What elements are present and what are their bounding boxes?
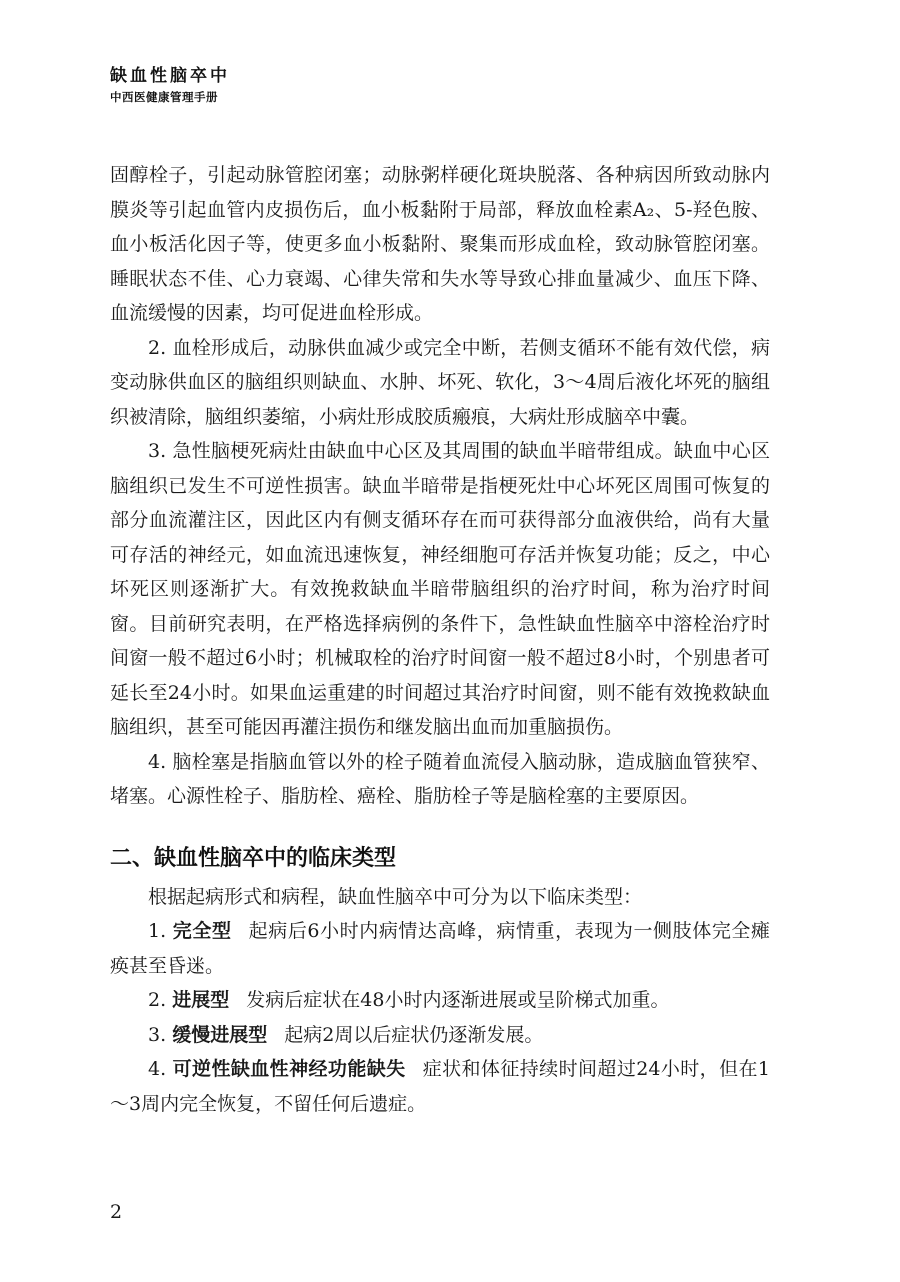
type-name: 进展型 bbox=[172, 989, 230, 1011]
type-item-progressive bbox=[110, 983, 770, 1018]
paragraph-continued: 固醇栓子，引起动脉管腔闭塞；动脉粥样硬化斑块脱落、各种病因所致动脉内膜炎等引起血管内皮损伤后，血小板黏附于局部，释放血栓素A₂、5-羟色胺、血小板活化因子等，使更多血小板黏附、聚集而形成血栓，致动脉管腔闭塞。睡眠状态不佳、心力衰竭、心律失常和失水等导致心排血量减少、血压下降、血流缓慢的因素，均可促进血栓形成。 bbox=[110, 164, 770, 324]
running-header bbox=[110, 64, 230, 106]
section-intro: 根据起病形式和病程，缺血性脑卒中可分为以下临床类型： bbox=[148, 885, 643, 908]
type-number: 2. bbox=[148, 989, 167, 1011]
type-description: 症状和体征持续时间超过24小时，但在1～3周内完全恢复，不留任何后遗症。 bbox=[110, 1058, 770, 1115]
section-heading: 二、缺血性脑卒中的临床类型 bbox=[110, 845, 397, 871]
book-subtitle: 中西医健康管理手册 bbox=[110, 90, 218, 104]
type-number: 4. bbox=[148, 1058, 167, 1080]
page-body bbox=[110, 158, 770, 1121]
type-name: 缓慢进展型 bbox=[172, 1023, 268, 1046]
type-name: 完全型 bbox=[172, 920, 232, 942]
type-item-complete bbox=[110, 914, 770, 983]
type-item-slow-progressive bbox=[110, 1018, 770, 1053]
book-title: 缺血性脑卒中 bbox=[110, 66, 230, 86]
type-name: 可逆性缺血性神经功能缺失 bbox=[172, 1058, 406, 1080]
type-description: 发病后症状在48小时内逐渐进展或呈阶梯式加重。 bbox=[246, 989, 670, 1011]
paragraph-item-3: 3. 急性脑梗死病灶由缺血中心区及其周围的缺血半暗带组成。缺血中心区脑组织已发生不可逆性损害。缺血半暗带是指梗死灶中心坏死区周围可恢复的部分血流灌注区，因此区内有侧支循环存在而可获得部分血液供给，尚有大量可存活的神经元，如血流迅速恢复，神经细胞可存活并恢复功能；反之，中心坏死区则逐渐扩大。有效挽救缺血半暗带脑组织的治疗时间，称为治疗时间窗。目前研究表明，在严格选择病例的条件下，急性缺血性脑卒中溶栓治疗时间窗一般不超过6小时；机械取栓的治疗时间窗一般不超过8小时，个别患者可延长至24小时。如果血运重建的时间超过其治疗时间窗，则不能有效挽救缺血脑组织，甚至可能因再灌注损伤和继发脑出血而加重脑损伤。 bbox=[110, 440, 770, 738]
type-description: 起病后6小时内病情达高峰，病情重，表现为一侧肢体完全瘫痪甚至昏迷。 bbox=[110, 920, 770, 977]
type-description: 起病2周以后症状仍逐渐发展。 bbox=[284, 1023, 544, 1046]
type-number: 1. bbox=[148, 920, 167, 942]
paragraph-item-4: 4. 脑栓塞是指脑血管以外的栓子随着血流侵入脑动脉，造成脑血管狭窄、堵塞。心源性栓子、脂肪栓、癌栓、脂肪栓子等是脑栓塞的主要原因。 bbox=[110, 750, 770, 807]
page-number: 2 bbox=[110, 1201, 123, 1223]
paragraph-item-2: 2. 血栓形成后，动脉供血减少或完全中断，若侧支循环不能有效代偿，病变动脉供血区的脑组织则缺血、水肿、坏死、软化，3～4周后液化坏死的脑组织被清除，脑组织萎缩，小病灶形成胶质瘢痕，大病灶形成脑卒中囊。 bbox=[110, 336, 770, 428]
type-item-rind bbox=[110, 1052, 770, 1121]
type-number: 3. bbox=[148, 1023, 167, 1046]
